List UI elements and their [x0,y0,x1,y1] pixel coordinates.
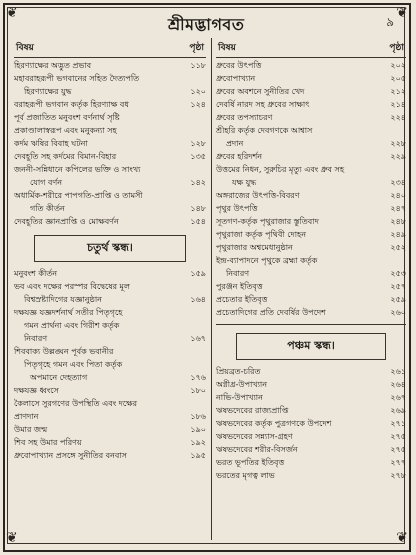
toc-entry [216,418,406,429]
toc-entry [14,216,206,227]
toc-entry-page: ১২৮ [190,139,206,148]
toc-entry [216,255,406,266]
toc-entry-title: অপমানে দেহত্যাগ [30,373,88,382]
toc-entry-title: প্রাণদান [14,412,39,421]
toc-entry [14,437,206,448]
toc-entry-page: ১৫৯ [190,269,206,278]
toc-entry-page: ২৪৯ [390,230,406,239]
toc-entry-title: ধ্রুবের হরিদর্শন [216,152,263,161]
toc-entry-title: ঋষভদেবের সন্ন্যাস-গ্রহণ [216,432,293,441]
toc-entry-page: ২৭৫ [390,445,406,454]
toc-entry [216,60,406,71]
toc-entry-page: ২৫৩ [390,269,406,278]
toc-entry-page: ১৬৭ [190,334,206,343]
toc-entry [216,431,406,442]
toc-entry-title: দেবহূতি সহ কর্দমের বিমান-বিহার [14,152,117,161]
toc-entry-page: ১৪৮ [190,204,206,213]
toc-entry-page: ১৯২ [190,438,206,447]
section-heading: চতুর্থ স্কন্ধ। [34,235,186,262]
toc-entry [216,294,406,305]
toc-entry-title: যোগ বর্ণন [30,178,63,187]
toc-entry-title: প্রিয়ব্রত-চরিত [216,367,261,376]
toc-entry [14,112,206,123]
toc-entry [14,346,206,357]
toc-entry [216,268,406,279]
toc-entry-page: ২৫২ [390,243,406,252]
toc-entry-title: ঋষভদেবের রাজ্যপ্রাপ্তি [216,406,289,415]
toc-entry [14,385,206,396]
toc-entry-page: ২৭৭ [390,458,406,467]
toc-entry-title: দক্ষযজ্ঞ ধ্বংসে [14,386,59,395]
toc-entry-page: ২৬১ [390,367,406,376]
page-title: শ্রীমদ্ভাগবত [168,15,245,34]
toc-entry-title: ধ্রুবের উৎপত্তি [216,61,262,70]
page-number: ৯ [386,15,394,29]
toc-entry-title: মহাবরাহরূপী ভগবানের সহিত দৈত্যপতি [14,74,140,83]
toc-entry [216,457,406,468]
toc-entry-title: দেবর্ষি নারদ সহ ধ্রুবের সাক্ষাৎ [216,100,310,109]
toc-entry-title: প্রদান [226,139,244,148]
toc-entry-page: ২৪৮ [390,217,406,226]
toc-entry-title: সূতগণ-কর্তৃক পৃথুরাজার স্তুতিবাদ [216,217,319,226]
toc-entry-title: মনুবংশ কীর্তন [14,269,58,278]
toc-entry-title: পুরঞ্জন ইতিবৃত্ত [216,282,263,291]
toc-entry-page: ১৮৬ [190,412,206,421]
toc-entry [14,411,206,422]
toc-entry-title: হিরণ্যাক্ষের যুদ্ধ [24,87,72,96]
ornament-icon: ❦ [6,530,18,546]
toc-entry-page: ২৭৮ [390,471,406,480]
toc-entry [216,242,406,253]
toc-entry-title: নিবারণ [226,269,250,278]
toc-list [216,60,406,318]
toc-entry-title: ভরতের মৃগত্ব লাভ [216,471,275,480]
toc-entry-title: ভরত ভূপতির ইতিবৃত্ত [216,458,285,467]
toc-entry [14,372,206,383]
section-heading: পঞ্চম স্কন্ধ। [236,333,386,360]
toc-entry-page: ২০৫ [390,74,406,83]
toc-entry-page: ২৫৯ [390,295,406,304]
toc-entry-title: ধ্রুবোপাখ্যান [216,74,256,83]
toc-entry [216,190,406,201]
toc-entry [14,151,206,162]
toc-entry-title: বরাহরূপী ভগবান কর্তৃক হিরণ্যাক্ষ বধ [14,100,129,109]
toc-entry [216,366,406,377]
toc-entry-title: পৃথুরাজা কর্তৃক পৃথিবী দোহন [216,230,307,239]
toc-entry-title: কর্দম ঋষির বিবাহ ঘটনা [14,139,88,148]
toc-entry-title: পৃথুরাজার অশ্বমেধানুষ্ঠান [216,243,293,252]
toc-entry [14,281,206,292]
toc-entry [216,392,406,403]
toc-entry-title: শ্রীহরি কর্তৃক দেবগণকে আশ্বাস [216,126,313,135]
toc-entry-page: ২৬৯ [390,406,406,415]
toc-entry-title: দক্ষযজ্ঞ যজ্ঞদর্শনার্থ সতীর পিতৃগৃহে [14,308,123,317]
ornament-icon: ❦ [396,5,408,21]
toc-entry [14,268,206,279]
toc-entry-page: ২৬০ [390,308,406,317]
toc-entry-title: ঋষভদেবের কর্তৃক পুত্রগণকে উপদেশ [216,419,332,428]
toc-entry-title: উমার জন্ম [14,425,48,434]
toc-entry-page: ২২৯ [390,152,406,161]
toc-entry [14,86,206,97]
right-column [216,40,406,483]
toc-entry-title: কৈলাসে সুরগণের উপস্থিতি এবং দক্ষের [14,399,137,408]
toc-entry [216,405,406,416]
toc-entry-page: ২৬৭ [390,393,406,402]
toc-list [14,268,206,461]
toc-entry-title: পূর্ব প্রজাতিত মনুবংশ বর্ণনার্থ সৃষ্টি [14,113,120,122]
toc-entry [14,60,206,71]
toc-entry [216,444,406,455]
page-header [0,5,416,36]
toc-entry-title: শিব সহ উমার পরিণয় [14,438,82,447]
toc-entry-title: ঋষভদেবের শরীর-বিসর্জন [216,445,298,454]
toc-entry-title: ইন্দ্র-ব্যাপাদনে পৃথুকে ব্রহ্মা কর্তৃক [216,256,318,265]
toc-entry-page: ২৩৪ [390,178,406,187]
toc-entry [216,379,406,390]
toc-entry [14,398,206,409]
toc-entry [14,190,206,201]
toc-entry-title: ধ্রুবের তপস্যাচরণ [216,113,273,122]
right-column-header [216,40,406,58]
toc-entry [216,216,406,227]
toc-entry-title: অগ্নীধ্র-উপাখ্যান [216,380,268,389]
toc-entry-title: হিরণ্যাক্ষের অদ্ভুত প্রভাব [14,61,92,70]
toc-entry-page: ২৪৭ [390,204,406,213]
ornament-icon: ❦ [396,530,408,546]
toc-entry [14,333,206,344]
toc-entry-title: নাভি-উপাখ্যান [216,393,263,402]
left-column [14,40,206,463]
toc-entry-title: জননী-সন্নিধানে কপিলের ভক্তি ও সাংখ্য [14,165,141,174]
toc-entry-page: ২০২ [390,61,406,70]
toc-entry-page: ২৭৫ [390,432,406,441]
toc-entry-title: ধ্রুবোপাখ্যান প্রসঙ্গে সুনীতির বনবাস [14,451,127,460]
toc-entry-page: ১১৮ [190,61,206,70]
toc-entry-title: অধার্মিক-শরীরে পাপগতি-প্রাপ্তি ও তামসী [14,191,143,200]
toc-entry [216,281,406,292]
toc-entry-title: প্রকাণ্ডালাস্বরূপ এবং মনুকন্যা সহ [14,126,117,135]
subject-header: বিষয় [218,43,236,53]
toc-entry [14,125,206,136]
toc-entry [216,73,406,84]
toc-entry [216,164,406,175]
toc-entry [14,164,206,175]
toc-entry-title: যক্ষ যুদ্ধ [232,178,257,187]
toc-entry-page: ২৫৭ [390,282,406,291]
left-column-header [14,40,206,58]
toc-entry-title: নিবারণ [24,334,48,343]
toc-list [14,60,206,227]
toc-entry [14,138,206,149]
toc-entry [216,112,406,123]
toc-entry-title: প্রচেতাদিগের প্রতি দেবর্ষির উপদেশ [216,308,326,317]
toc-entry [14,177,206,188]
toc-entry [216,177,406,188]
toc-entry [216,125,406,136]
toc-entry-page: ১৭৬ [190,373,206,382]
toc-entry-title: গতি কীর্তন [30,204,65,213]
toc-entry [14,294,206,305]
toc-entry-page: ১২৪ [190,100,206,109]
toc-entry-title: গমন প্রার্থনা এবং গিরীশ কর্তৃক [24,321,120,330]
toc-entry-page: ২১৪ [390,100,406,109]
toc-entry [216,138,406,149]
toc-list [216,366,406,481]
toc-entry-page: ২৭১ [390,419,406,428]
toc-entry-title: পিতৃগৃহে গমন এবং পিতা কর্তৃক [24,360,123,369]
toc-entry [216,229,406,240]
subject-header: বিষয় [16,43,34,53]
toc-entry [14,73,206,84]
toc-entry-title: পৃথুর উৎপত্তি [216,204,258,213]
toc-entry-page: ১৫৪ [190,217,206,226]
toc-entry-page: ১৬৪ [190,295,206,304]
toc-entry-title: প্রচেতার ইতিবৃত্ত [216,295,268,304]
toc-entry [216,203,406,214]
toc-entry [14,99,206,110]
toc-entry-page: ২২৮ [390,139,406,148]
toc-entry [14,307,206,318]
toc-entry-page: ২২৪ [390,113,406,122]
toc-entry-page: ১৩৫ [190,152,206,161]
ornament-icon: ❦ [6,5,18,21]
toc-entry-title: ভব এবং দক্ষের পরস্পর বিদ্বেষের মূল [14,282,130,291]
toc-entry [216,86,406,97]
toc-entry [216,151,406,162]
toc-entry-page: ১৯৫ [190,451,206,460]
section-rule [216,324,406,325]
toc-entry [216,470,406,481]
toc-entry [14,320,206,331]
column-divider [211,38,212,540]
toc-entry-title: অঙ্গরাজের উৎপত্তি-বিবরণ [216,191,300,200]
toc-entry [14,424,206,435]
toc-entry [14,203,206,214]
toc-entry-page: ২৪০ [390,191,406,200]
page-header-label: পৃষ্ঠা [389,43,404,53]
toc-entry-title: শিববাক্য উল্লঙ্ঘন পূর্বক ভবানীর [14,347,114,356]
toc-entry-page: ১৮০ [190,386,206,395]
page-header-label: পৃষ্ঠা [189,43,204,53]
toc-entry-title: দেবহূতির জ্ঞানপ্রাপ্তি ও মোক্ষবর্ণন [14,217,119,226]
toc-entry [216,99,406,110]
toc-entry-title: বিশ্বস্রষ্টাদিগের যজ্ঞানুষ্ঠান [24,295,102,304]
toc-entry-page: ১২০ [190,87,206,96]
toc-entry-page: ১৪২ [190,178,206,187]
toc-entry-page: ২৬৪ [390,380,406,389]
toc-entry [14,359,206,370]
toc-entry [14,450,206,461]
toc-entry [216,307,406,318]
toc-entry-page: ২১২ [390,87,406,96]
toc-entry-title: ধ্রুবের অবশনে সুনীতির খেদ [216,87,305,96]
toc-entry-page: ১৯০ [190,425,206,434]
toc-entry-title: উত্তমের নিধন, সুরুচির মৃত্যু এবং ধ্রুব সহ [216,165,345,174]
